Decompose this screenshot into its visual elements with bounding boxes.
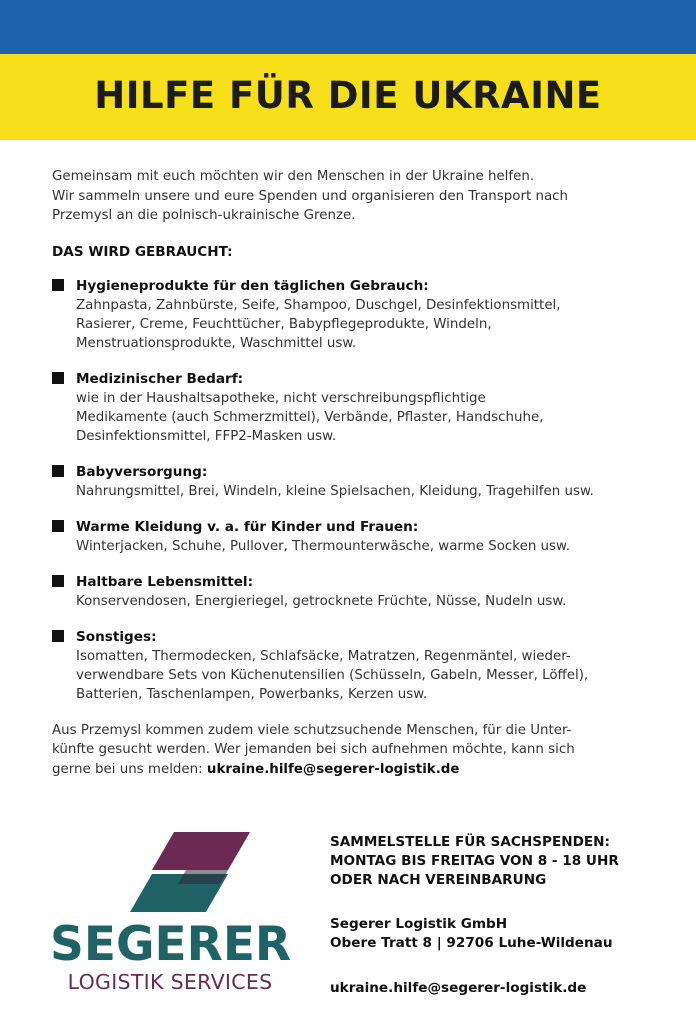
needed-heading: DAS WIRD GEBRAUCHT: <box>52 243 233 260</box>
item-desc-line: Winterjacken, Schuhe, Pullover, Thermounterwäsche, warme Socken usw. <box>76 538 570 554</box>
square-bullet-icon <box>52 372 64 384</box>
list-item <box>52 518 652 556</box>
square-bullet-icon <box>52 575 64 587</box>
company-street: Obere Tratt 8 | 92706 Luhe-Wildenau <box>330 935 613 951</box>
segerer-s-mark-icon <box>130 832 250 912</box>
intro-paragraph <box>52 167 652 226</box>
item-title: Haltbare Lebensmittel: <box>76 573 254 590</box>
list-item <box>52 277 652 353</box>
list-item <box>52 573 652 611</box>
item-desc-line: wie in der Haushaltsapotheke, nicht verschreibungspflichtige <box>76 390 486 406</box>
intro-line: Wir sammeln unsere und eure Spenden und organisieren den Transport nach <box>52 188 569 204</box>
item-title: Sonstiges: <box>76 628 157 645</box>
page-title: HILFE FÜR DIE UKRAINE <box>94 74 602 117</box>
collection-hours-line: MONTAG BIS FREITAG VON 8 - 18 UHR <box>330 853 619 869</box>
collection-heading-line: SAMMELSTELLE FÜR SACHSPENDEN: <box>330 834 610 850</box>
outro-paragraph <box>52 721 652 780</box>
company-logo <box>50 832 290 997</box>
item-desc-line: Rasierer, Creme, Feuchttücher, Babypflegeprodukte, Windeln, <box>76 316 492 332</box>
intro-line: Przemysl an die polnisch-ukrainische Grenze. <box>52 208 356 223</box>
logo-subtitle: LOGISTIK SERVICES <box>67 970 273 994</box>
outro-line: künfte gesucht werden. Wer jemanden bei sich aufnehmen möchte, kann sich <box>52 742 575 757</box>
list-item <box>52 463 652 501</box>
square-bullet-icon <box>52 630 64 642</box>
item-title: Warme Kleidung v. a. für Kinder und Frauen: <box>76 518 419 535</box>
intro-line: Gemeinsam mit euch möchten wir den Menschen in der Ukraine helfen. <box>52 169 535 184</box>
item-desc-line: Batterien, Taschenlampen, Powerbanks, Kerzen usw. <box>76 686 428 702</box>
item-desc-line: Nahrungsmittel, Brei, Windeln, kleine Spielsachen, Kleidung, Tragehilfen usw. <box>76 483 594 499</box>
square-bullet-icon <box>52 520 64 532</box>
item-title: Hygieneprodukte für den täglichen Gebrauch: <box>76 277 429 294</box>
list-item <box>52 628 652 704</box>
square-bullet-icon <box>52 465 64 477</box>
needs-list <box>52 277 652 704</box>
item-desc-line: Zahnpasta, Zahnbürste, Seife, Shampoo, Duschgel, Desinfektionsmittel, <box>76 297 561 313</box>
contact-email-link[interactable]: ukraine.hilfe@segerer-logistik.de <box>206 761 460 777</box>
company-name: Segerer Logistik GmbH <box>330 916 508 932</box>
main-content <box>52 167 652 779</box>
item-desc-line: Medikamente (auch Schmerzmittel), Verbände, Pflaster, Handschuhe, <box>76 409 544 425</box>
outro-line <box>52 760 652 780</box>
footer-email-link[interactable]: ukraine.hilfe@segerer-logistik.de <box>330 980 587 996</box>
outro-line-prefix: gerne bei uns melden: <box>52 761 207 777</box>
list-item <box>52 370 652 446</box>
square-bullet-icon <box>52 279 64 291</box>
item-title: Medizinischer Bedarf: <box>76 370 244 387</box>
item-title: Babyversorgung: <box>76 463 208 480</box>
flag-blue-band <box>0 0 696 54</box>
item-desc-line: Desinfektionsmittel, FFP2-Masken usw. <box>76 428 337 444</box>
collection-point-info <box>330 833 670 996</box>
item-desc-line: Menstruationsprodukte, Waschmittel usw. <box>76 335 357 351</box>
outro-line: Aus Przemysl kommen zudem viele schutzsuchende Menschen, für die Unter- <box>52 722 572 738</box>
company-address <box>330 915 670 953</box>
collection-appointment-line: ODER NACH VEREINBARUNG <box>330 872 547 888</box>
item-desc-line: Konservendosen, Energieriegel, getrocknete Früchte, Nüsse, Nudeln usw. <box>76 593 567 609</box>
item-desc-line: Isomatten, Thermodecken, Schlafsäcke, Matratzen, Regenmäntel, wieder- <box>76 648 571 664</box>
item-desc-line: verwendbare Sets von Küchenutensilien (Schüsseln, Gabeln, Messer, Löffel), <box>76 667 589 683</box>
logo-wordmark: SEGERER <box>50 917 292 972</box>
